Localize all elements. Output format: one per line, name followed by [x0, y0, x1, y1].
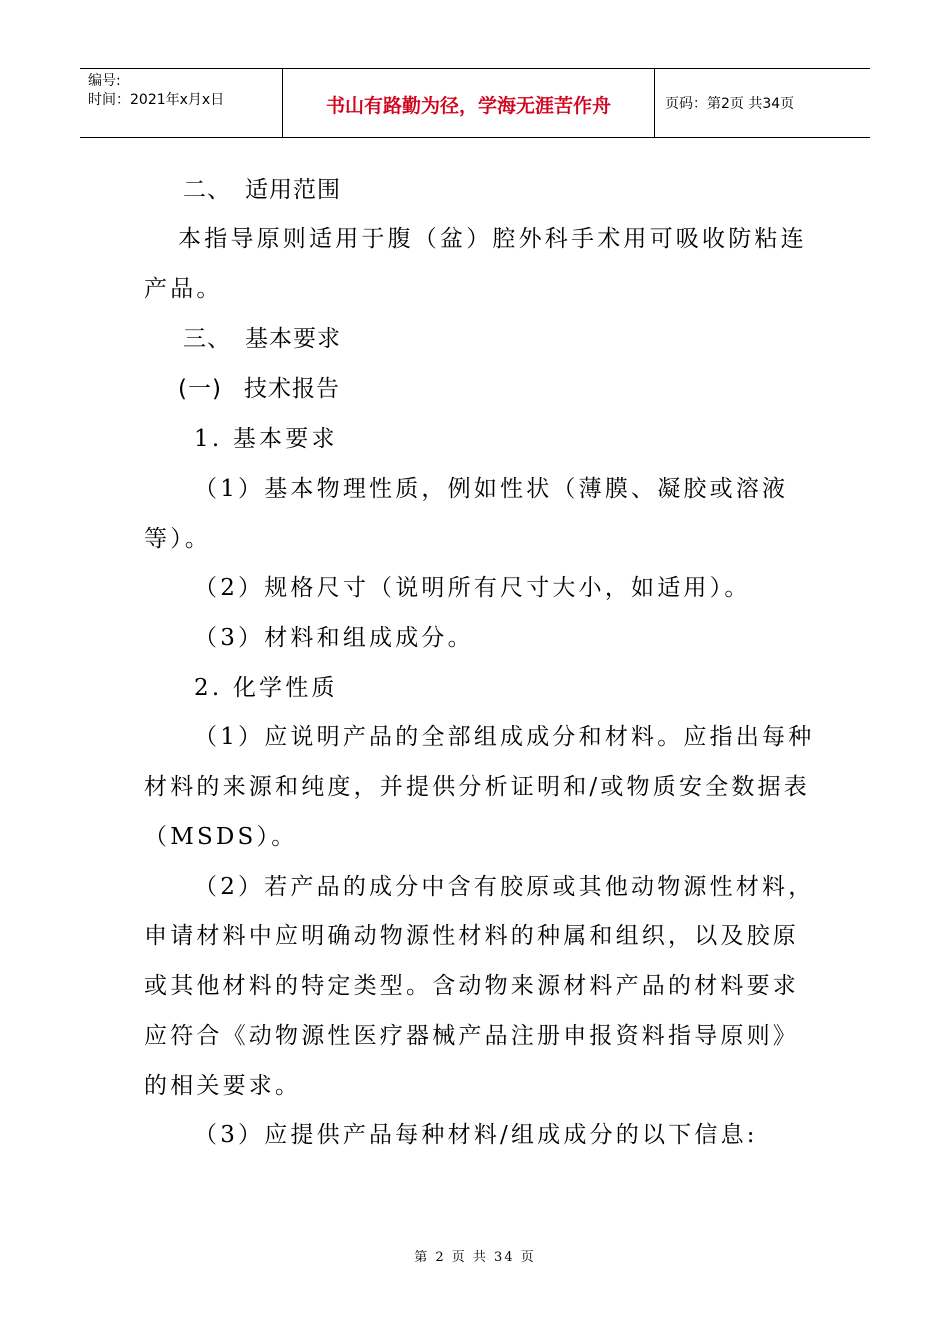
paragraph-line: 本指导原则适用于腹（盆）腔外科手术用可吸收防粘连: [178, 226, 807, 252]
subsection-title: 技术报告: [244, 376, 340, 402]
section-number: 三、: [183, 326, 231, 352]
paragraph-line: （3）应提供产品每种材料/组成成分的以下信息:: [194, 1122, 758, 1148]
document-date: 时间：2021年x月x日: [88, 92, 225, 108]
header-page-info: 页码：第2页 共34页: [665, 96, 795, 112]
item-heading: 2. 化学性质: [194, 675, 338, 701]
page-footer: 第 2 页 共 34 页: [414, 1250, 536, 1265]
subsection-heading: [178, 370, 340, 403]
paragraph-line: 产品。: [144, 276, 223, 302]
document-number-label: 编号:: [88, 73, 121, 89]
header-meta: [80, 69, 283, 137]
paragraph-line: 材料的来源和纯度，并提供分析证明和/或物质安全数据表: [144, 774, 810, 800]
subsection-number: (一): [178, 376, 222, 402]
section-number: 二、: [183, 177, 231, 203]
paragraph-line: 应符合《动物源性医疗器械产品注册申报资料指导原则》: [144, 1023, 799, 1049]
section-heading: [183, 320, 341, 353]
section-title: 适用范围: [245, 177, 341, 203]
item-heading: 1. 基本要求: [194, 426, 338, 452]
header-slogan: 书山有路勤为径，学海无涯苦作舟: [283, 69, 655, 137]
paragraph-line: （MSDS）。: [144, 824, 298, 850]
section-heading: [183, 171, 341, 204]
paragraph-line: （2）若产品的成分中含有胶原或其他动物源性材料，: [194, 874, 815, 900]
paragraph-line: 或其他材料的特定类型。含动物来源材料产品的材料要求: [144, 973, 799, 999]
page-header: [80, 68, 870, 138]
paragraph-line: 的相关要求。: [144, 1073, 302, 1099]
paragraph-line: （2）规格尺寸（说明所有尺寸大小，如适用）。: [194, 575, 751, 601]
section-title: 基本要求: [245, 326, 341, 352]
paragraph-line: （1）应说明产品的全部组成成分和材料。应指出每种: [194, 724, 815, 750]
paragraph-line: 等）。: [144, 526, 212, 552]
paragraph-line: （3）材料和组成成分。: [194, 625, 474, 651]
paragraph-line: （1）基本物理性质，例如性状（薄膜、凝胶或溶液: [194, 476, 789, 502]
paragraph-line: 申请材料中应明确动物源性材料的种属和组织，以及胶原: [144, 923, 799, 949]
